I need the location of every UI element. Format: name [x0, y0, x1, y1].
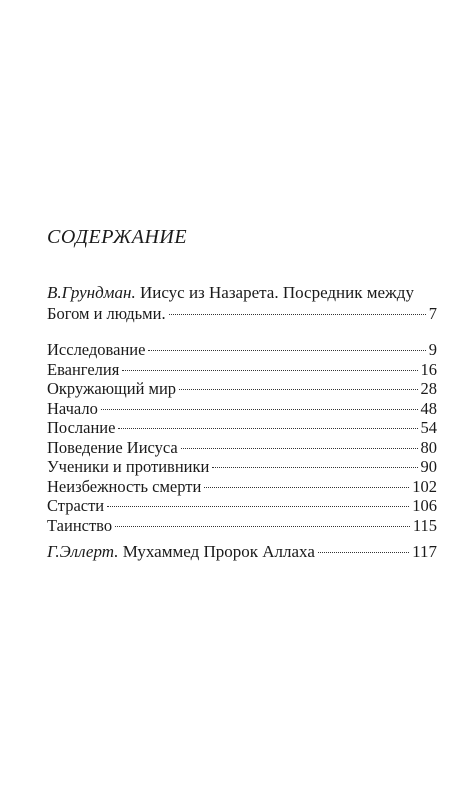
chapter-label: Окружающий мир	[47, 379, 177, 398]
chapter-page: 16	[420, 359, 437, 379]
dot-leader	[118, 428, 417, 429]
chapter-page: 102	[412, 476, 437, 496]
chapter-page: 48	[420, 398, 437, 418]
chapter-label: Неизбежность смерти	[47, 476, 202, 496]
dot-leader	[204, 487, 409, 488]
toc-entry-line1	[47, 281, 437, 304]
chapter-row	[47, 360, 437, 380]
chapter-row	[47, 399, 437, 419]
toc-entry-grundmann	[47, 281, 437, 324]
dot-leader	[101, 409, 418, 410]
toc-entry-ellert	[47, 542, 437, 562]
toc-entry-line	[47, 542, 437, 562]
chapter-page: 106	[412, 496, 437, 515]
toc-entry-title: Мухаммед Пророк Аллаха	[122, 542, 315, 561]
chapter-label: Евангелия	[47, 359, 120, 379]
toc-entry-title-cont: Богом и людьми.	[47, 304, 166, 323]
chapter-page: 115	[412, 515, 437, 535]
chapter-row	[47, 418, 437, 438]
chapter-row	[47, 340, 437, 360]
chapter-label: Таинство	[47, 515, 113, 535]
dot-leader	[169, 314, 426, 315]
chapter-page: 80	[420, 437, 437, 457]
dot-leader	[122, 370, 417, 371]
chapter-page: 9	[428, 340, 437, 359]
dot-leader	[318, 552, 409, 553]
chapter-row	[47, 379, 437, 399]
chapter-label: Ученики и противники	[47, 457, 210, 476]
toc-entry-title: Иисус из Назарета. Посредник между	[139, 283, 414, 302]
dot-leader	[115, 526, 410, 527]
toc-heading: СОДЕРЖАНИЕ	[47, 226, 188, 248]
chapter-label: Послание	[47, 418, 116, 437]
chapter-row	[47, 496, 437, 516]
chapter-row	[47, 477, 437, 497]
chapter-row	[47, 457, 437, 477]
dot-leader	[181, 448, 418, 449]
chapter-page: 28	[420, 379, 437, 398]
chapter-label: Поведение Иисуса	[47, 437, 178, 457]
chapter-row	[47, 516, 437, 536]
chapter-row	[47, 438, 437, 458]
dot-leader	[148, 350, 425, 351]
dot-leader	[212, 467, 417, 468]
toc-entry-author: Г.Эллерт.	[47, 542, 119, 561]
toc-entry-page: 117	[412, 542, 437, 561]
dot-leader	[107, 506, 409, 507]
chapter-label: Страсти	[47, 496, 105, 515]
dot-leader	[179, 389, 417, 390]
chapter-label: Исследование	[47, 340, 146, 359]
chapter-page: 54	[420, 418, 437, 437]
chapter-list	[47, 340, 437, 535]
toc-entry-author: В.Грундман.	[47, 283, 136, 302]
chapter-label: Начало	[47, 398, 98, 418]
toc-entry-page: 7	[428, 304, 437, 323]
chapter-page: 90	[420, 457, 437, 476]
toc-entry-line2	[47, 304, 437, 324]
